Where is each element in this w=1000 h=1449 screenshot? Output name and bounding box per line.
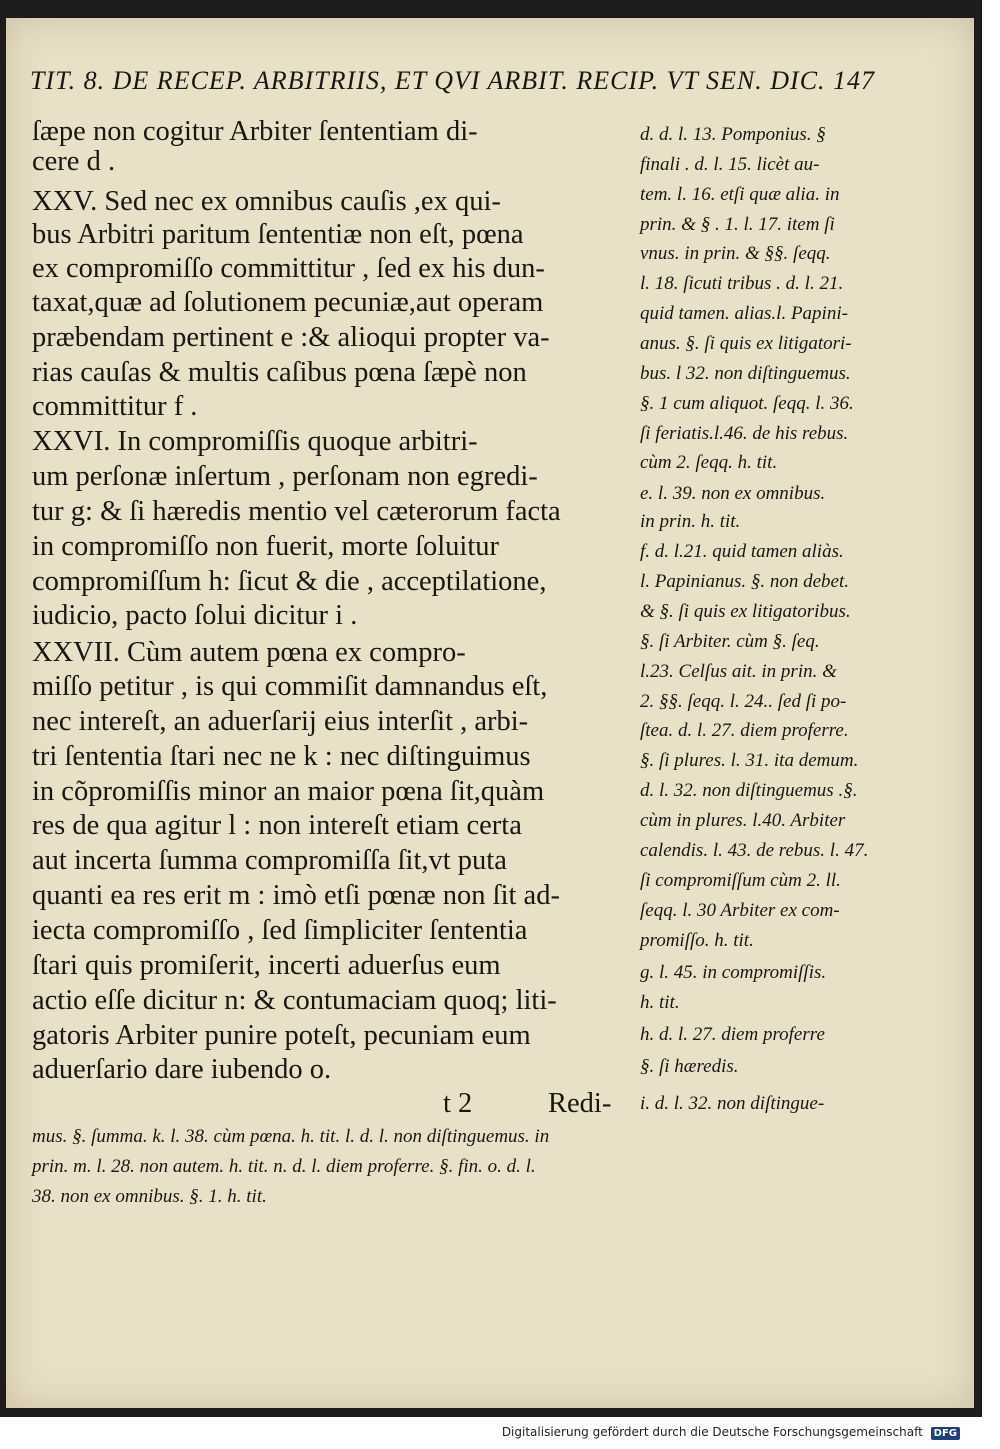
margin-note-line: h. tit.: [640, 992, 680, 1013]
margin-note-line: cùm in plures. l.40. Arbiter: [640, 810, 846, 831]
main-line: cere d .: [32, 146, 116, 177]
margin-note-line: cùm 2. ſeqq. h. tit.: [640, 452, 778, 473]
main-line: quanti ea res erit m : imò etſi pœnæ non ſit ad-: [32, 880, 560, 911]
margin-note-line: anus. §. ſi quis ex litigatori-: [640, 333, 852, 354]
margin-note-line: i. d. l. 32. non diſtingue-: [640, 1093, 825, 1114]
main-line: iecta compromiſſo , ſed ſimpliciter ſententia: [32, 915, 528, 946]
margin-note-line: calendis. l. 43. de rebus. l. 47.: [640, 840, 869, 861]
margin-note-line: prin. & § . 1. l. 17. item ſi: [640, 214, 835, 235]
main-line: bus Arbitri paritum ſententiæ non eſt, pœna: [32, 219, 524, 250]
main-line: miſſo petitur , is qui commiſit damnandus eſt,: [32, 671, 548, 702]
main-line: in compromiſſo non fuerit, morte ſoluitur: [32, 531, 500, 562]
main-line: tri ſententia ſtari nec ne k : nec diſtinguimus: [32, 741, 531, 772]
main-line: actio eſſe dicitur n: & contumaciam quoq; liti-: [32, 985, 557, 1016]
main-line: aut incerta ſumma compromiſſa ſit,vt puta: [32, 845, 507, 876]
margin-note-line: §. ſi Arbiter. cùm §. ſeq.: [640, 631, 820, 652]
margin-note-line: h. d. l. 27. diem proferre: [640, 1024, 825, 1045]
main-line: præbendam pertinent e :& alioqui propter va-: [32, 322, 550, 353]
main-line: nec intereſt, an aduerſarij eius interſit , arbi-: [32, 706, 529, 737]
main-line: res de qua agitur l : non intereſt etiam certa: [32, 810, 522, 841]
dfg-logo: DFG: [931, 1427, 960, 1440]
footnote-line: 38. non ex omnibus. §. 1. h. tit.: [32, 1186, 267, 1207]
main-line: committitur f .: [32, 391, 198, 422]
margin-note-line: ſi feriatis.l.46. de his rebus.: [640, 423, 849, 444]
signature-mark: t 2: [443, 1088, 473, 1119]
main-line: in cõpromiſſis minor an maior pœna ſit,quàm: [32, 776, 545, 807]
main-line: XXV. Sed nec ex omnibus cauſis ,ex qui-: [32, 186, 501, 217]
main-line: iudicio, pacto ſolui dicitur i .: [32, 600, 358, 631]
margin-note-line: e. l. 39. non ex omnibus.: [640, 483, 826, 504]
main-line: ſæpe non cogitur Arbiter ſententiam di-: [32, 116, 478, 147]
credit-text: Digitalisierung gefördert durch die Deutsche Forschungsgemeinschaft: [501, 1425, 923, 1439]
margin-note-line: §. ſi plures. l. 31. ita demum.: [640, 750, 859, 771]
main-line: aduerſario dare iubendo o.: [32, 1054, 332, 1085]
footnote-line: mus. §. ſumma. k. l. 38. cùm pœna. h. tit. l. d. l. non diſtinguemus. in: [32, 1126, 550, 1147]
margin-note-line: g. l. 45. in compromiſſis.: [640, 962, 827, 983]
margin-note-line: §. ſi hæredis.: [640, 1056, 739, 1077]
main-line: taxat,quæ ad ſolutionem pecuniæ,aut operam: [32, 287, 544, 318]
catchword: Redi-: [548, 1088, 612, 1119]
margin-note-line: in prin. h. tit.: [640, 511, 741, 532]
margin-note-line: §. 1 cum aliquot. ſeqq. l. 36.: [640, 393, 854, 414]
margin-note-line: ſeqq. l. 30 Arbiter ex com-: [640, 900, 840, 921]
margin-note-line: quid tamen. alias.l. Papini-: [640, 303, 848, 324]
margin-note-line: d. l. 32. non diſtinguemus .§.: [640, 780, 858, 801]
digitization-credit: [502, 1425, 960, 1440]
margin-note-line: finali . d. l. 15. licèt au-: [640, 154, 820, 175]
margin-note-line: l.23. Celſus ait. in prin. &: [640, 661, 837, 682]
margin-note-line: l. Papinianus. §. non debet.: [640, 571, 849, 592]
main-line: ex compromiſſo committitur , ſed ex his dun-: [32, 253, 545, 284]
running-header: TIT. 8. DE RECEP. ARBITRIIS, ET QVI ARBIT. RECIP. VT SEN. DIC. 147: [30, 66, 876, 95]
margin-note-line: ſtea. d. l. 27. diem proferre.: [640, 720, 849, 741]
margin-note-line: promiſſo. h. tit.: [640, 930, 754, 951]
margin-note-line: tem. l. 16. etſi quæ alia. in: [640, 184, 840, 205]
margin-note-line: l. 18. ſicuti tribus . d. l. 21.: [640, 273, 844, 294]
margin-note-line: ſi compromiſſum cùm 2. ll.: [640, 870, 841, 891]
main-line: compromiſſum h: ſicut & die , acceptilatione,: [32, 566, 547, 597]
main-line: ſtari quis promiſerit, incerti aduerſus eum: [32, 950, 501, 981]
main-line: gatoris Arbiter punire poteſt, pecuniam eum: [32, 1020, 531, 1051]
main-line: XXVI. In compromiſſis quoque arbitri-: [32, 426, 478, 457]
margin-note-line: 2. §§. ſeqq. l. 24.. ſed ſi po-: [640, 691, 847, 712]
margin-note-line: d. d. l. 13. Pomponius. §: [640, 124, 826, 145]
footnote-line: prin. m. l. 28. non autem. h. tit. n. d. l. diem proferre. §. fin. o. d. l.: [32, 1156, 536, 1177]
margin-note-line: bus. l 32. non diſtinguemus.: [640, 363, 851, 384]
main-line: rias cauſas & multis caſibus pœna ſæpè non: [32, 357, 527, 388]
main-line: tur g: & ſi hæredis mentio vel cæterorum facta: [32, 496, 561, 527]
main-line: um perſonæ inſertum , perſonam non egredi-: [32, 461, 538, 492]
main-line: XXVII. Cùm autem pœna ex compro-: [32, 637, 466, 668]
margin-note-line: & §. ſi quis ex litigatoribus.: [640, 601, 851, 622]
margin-note-line: f. d. l.21. quid tamen aliàs.: [640, 541, 844, 562]
margin-note-line: vnus. in prin. & §§. ſeqq.: [640, 243, 831, 264]
